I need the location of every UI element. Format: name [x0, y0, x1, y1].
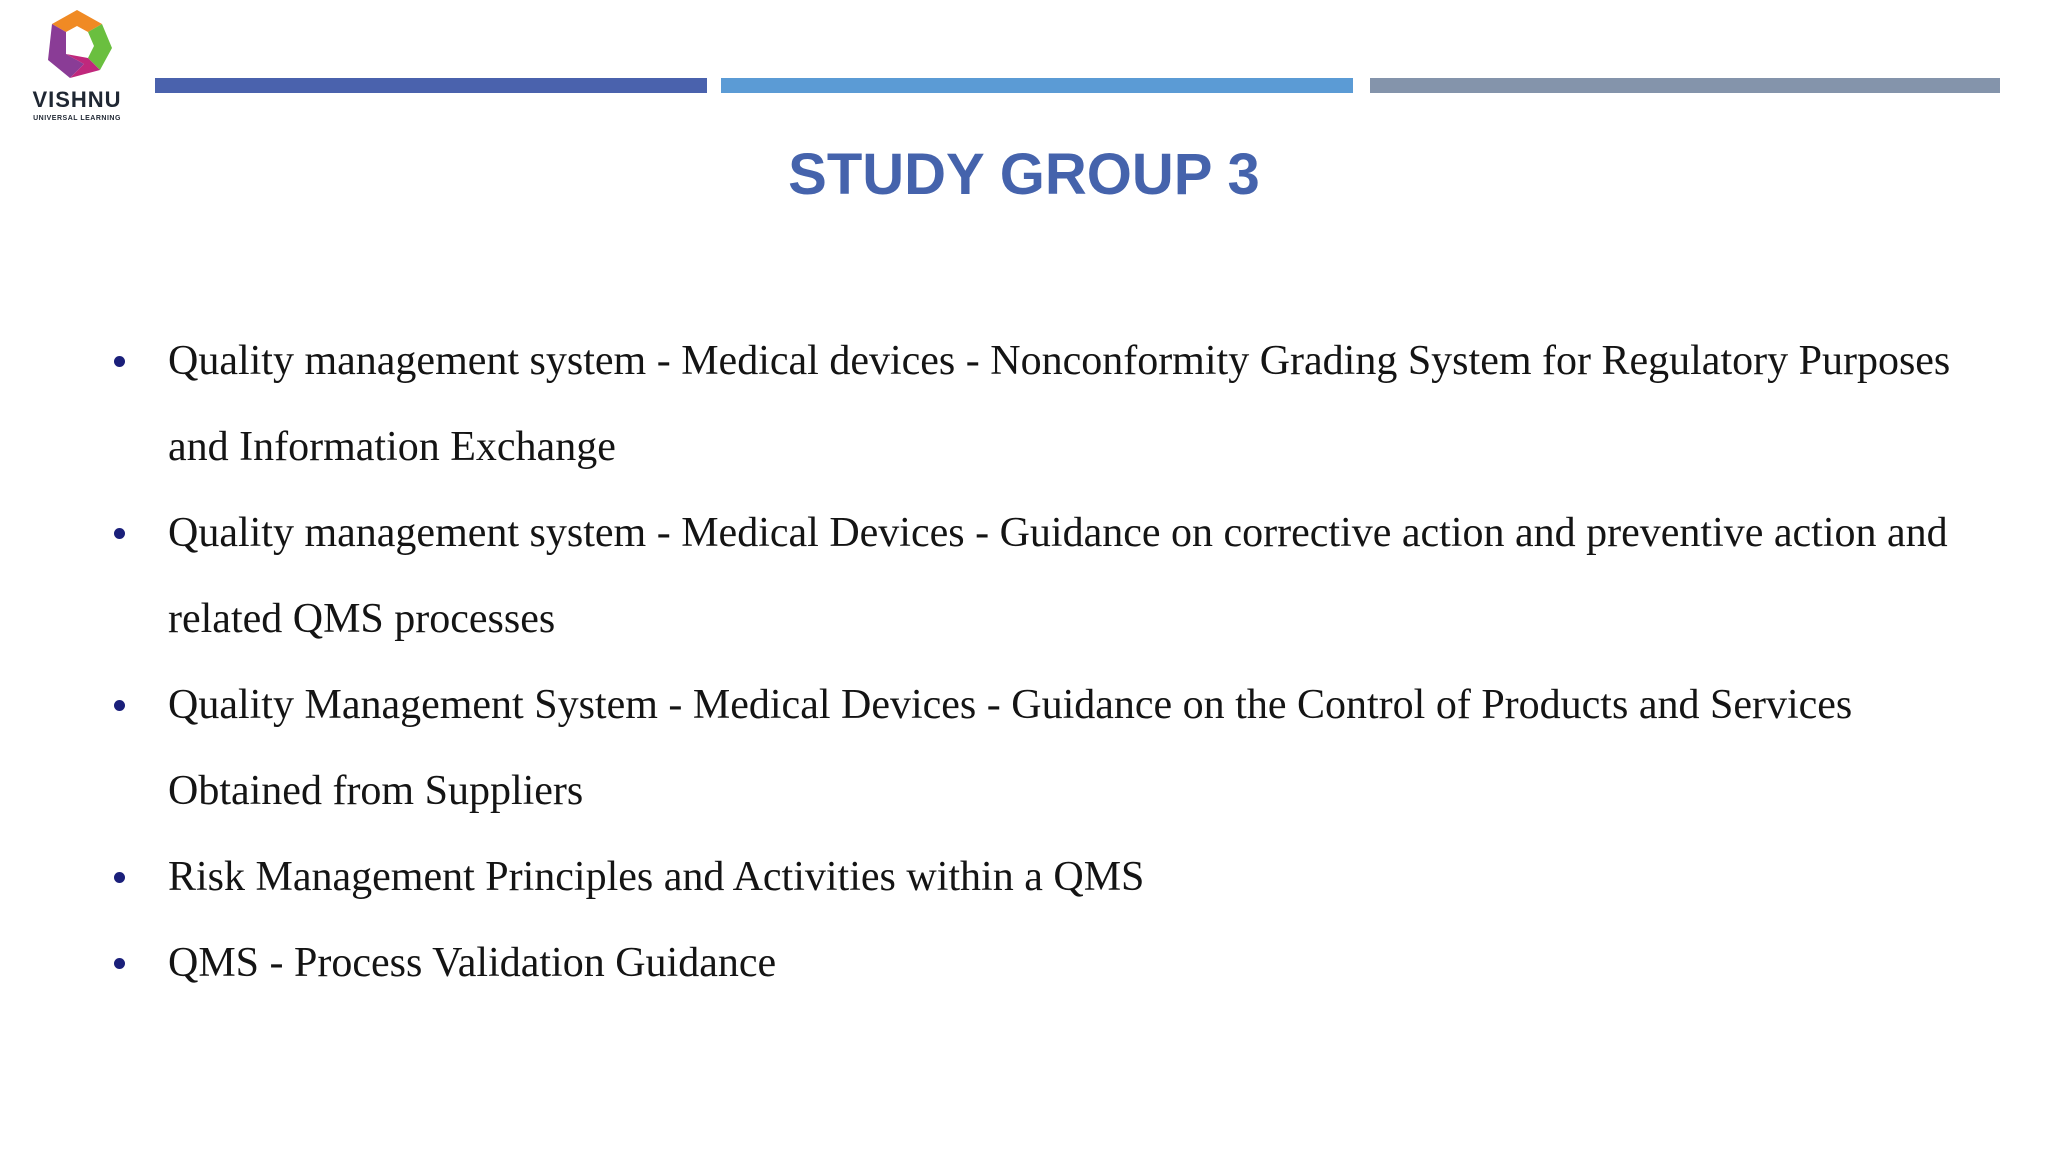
slide-title: STUDY GROUP 3	[788, 142, 1260, 207]
logo-wordmark: VISHNU	[32, 87, 122, 112]
bullet-item	[110, 834, 1990, 920]
bullet-dot-icon	[114, 700, 125, 711]
bullet-dot-icon	[114, 528, 125, 539]
bullet-item	[110, 662, 1990, 834]
bullet-text: Quality Management System - Medical Devices - Guidance on the Control of Products and Services Obtained from Suppliers	[168, 682, 1853, 814]
bullet-text: Quality management system - Medical Devices - Guidance on corrective action and preventive action and related QMS processes	[168, 510, 1948, 642]
header-bar-gray	[1370, 78, 2000, 93]
header-bar-dark-blue	[155, 78, 707, 93]
bullet-item	[110, 318, 1990, 490]
header-bar-light-blue	[721, 78, 1353, 93]
bullet-item	[110, 920, 1990, 1006]
bullet-dot-icon	[114, 356, 125, 367]
bullet-text: Risk Management Principles and Activities within a QMS	[168, 854, 1145, 900]
bullet-text: Quality management system - Medical devices - Nonconformity Grading System for Regulatory Purposes and Information Exchange	[168, 338, 1951, 470]
vishnu-logo	[22, 8, 132, 123]
bullet-item	[110, 490, 1990, 662]
bullet-dot-icon	[114, 872, 125, 883]
bullet-list	[110, 318, 1990, 1006]
bullet-text: QMS - Process Validation Guidance	[168, 940, 777, 986]
bullet-dot-icon	[114, 958, 125, 969]
vishnu-logo-icon	[40, 8, 114, 82]
logo-tagline: UNIVERSAL LEARNING	[33, 115, 121, 122]
